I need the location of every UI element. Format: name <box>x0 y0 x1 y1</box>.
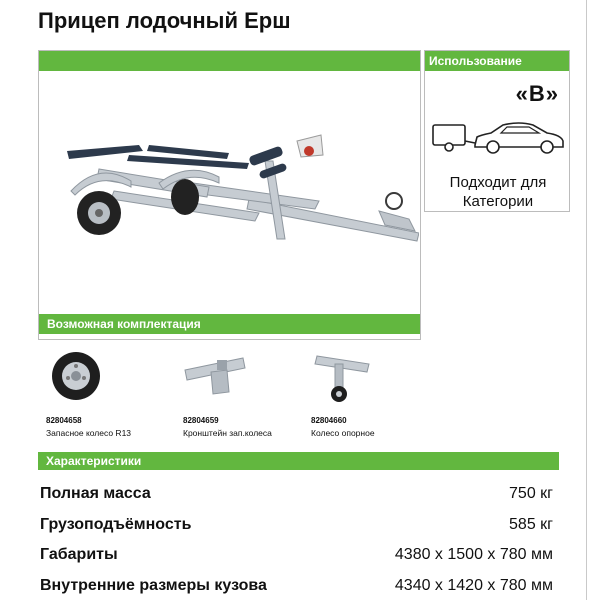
jockey-wheel-icon <box>311 344 376 404</box>
option-code: 82804658 <box>46 416 82 425</box>
product-panel-bar <box>39 51 420 71</box>
usage-text-line1: Подходит для <box>449 174 547 191</box>
spec-value: 4380 x 1500 x 780 мм <box>394 546 553 563</box>
spec-label: Габариты <box>40 546 118 563</box>
spec-row <box>40 485 553 507</box>
spec-label: Грузоподъёмность <box>40 516 192 533</box>
license-category: «B» <box>515 81 559 106</box>
spec-value: 750 кг <box>509 485 553 502</box>
spec-row <box>40 516 553 538</box>
options-list <box>38 344 421 444</box>
option-code: 82804660 <box>311 416 347 425</box>
spec-label: Полная масса <box>40 485 151 502</box>
specs-header: Характеристики <box>38 452 559 470</box>
spec-row <box>40 546 553 568</box>
spec-label: Внутренние размеры кузова <box>40 577 267 594</box>
option-name: Колесо опорное <box>311 428 375 438</box>
page-title: Прицеп лодочный Ерш <box>38 8 291 33</box>
wheel-bracket-icon <box>183 344 248 404</box>
spec-row <box>40 577 553 599</box>
option-name: Запасное колесо R13 <box>46 428 132 438</box>
car-with-trailer-icon <box>429 119 567 159</box>
usage-description <box>425 173 571 211</box>
options-header: Возможная комплектация <box>39 314 420 334</box>
option-name: Кронштейн зап.колеса <box>183 428 272 438</box>
option-code: 82804659 <box>183 416 219 425</box>
usage-header: Использование <box>425 51 569 71</box>
boat-trailer-image <box>59 121 419 281</box>
product-image-panel <box>38 50 421 340</box>
option-item[interactable] <box>183 344 313 438</box>
option-item[interactable] <box>311 344 441 438</box>
spec-value: 4340 x 1420 x 780 мм <box>394 577 553 594</box>
spare-wheel-icon <box>46 344 106 404</box>
right-divider <box>586 0 587 600</box>
option-item[interactable] <box>46 344 176 438</box>
spec-value: 585 кг <box>509 516 553 533</box>
usage-text-line2: Категории <box>462 193 534 210</box>
usage-panel <box>424 50 570 212</box>
